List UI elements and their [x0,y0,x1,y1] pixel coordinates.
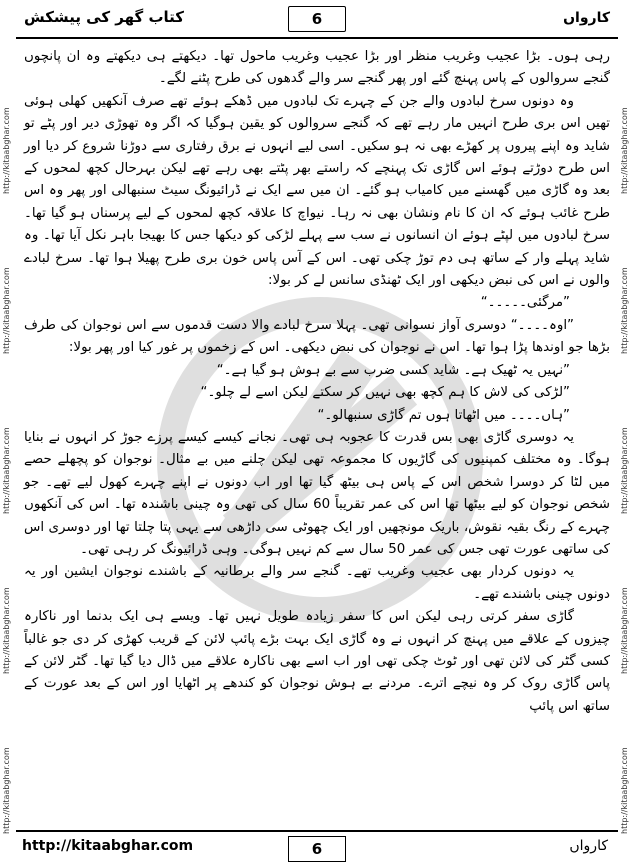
footer-site-url[interactable]: http://kitaabghar.com [22,838,194,854]
side-url[interactable]: http://kitaabghar.com [2,427,11,514]
dialogue-line: ”مرگئی۔۔۔۔۔“ [480,295,570,311]
side-url[interactable]: http://kitaabghar.com [620,107,629,194]
dialogue-line: ”ہاں۔۔۔۔ میں اٹھاتا ہوں تم گاڑی سنبھالو۔“ [317,407,570,423]
paragraph: یہ دوسری گاڑی بھی بس قدرت کا عجوبہ ہی تھی۔ نجانے کیسے کیسے پرزے جوڑ کر انہوں نے بنایا ہوگا۔ وہ مختلف کمپنیوں کی گاڑیوں کا مجموعہ تھی لیکن چلنے میں بے مثال۔ نوجوان کو پچھلے حصے میں لٹا کر دوسرا شخص اس کے پاس ہی بیٹھ گیا تھا اور اب دونوں نے اپنے چہرے کھول لیے تھے۔ جو شخص نوجوان کو لیے بیٹھا تھا اس کی عمر تقریباً 60 سال کی تھی وہ چینی باشندہ تھا۔ اس کی آنکھوں چہرے کے رنگ بقیہ نقوش، باریک مونچھیں اور ایک چھوٹی سی داڑھی سے یہی پتا چلتا تھا اور دوسری اس کی ساتھی عورت تھی جس کی عمر 50 سال سے کم نہیں ہوگی۔ وہی ڈرائیونگ کر رہی تھی۔ [24,429,610,557]
side-url[interactable]: http://kitaabghar.com [620,747,629,834]
header-book-title: کارواں [563,10,610,26]
right-side-urls [618,44,634,834]
side-url[interactable]: http://kitaabghar.com [2,267,11,354]
side-url[interactable]: http://kitaabghar.com [2,587,11,674]
page-header [0,0,634,42]
paragraph: گاڑی سفر کرتی رہی لیکن اس کا سفر زیادہ طویل نہیں تھا۔ ویسے ہی ایک بدنما اور ناکارہ چیزوں کے علاقے میں پہنچ کر انہوں نے وہ گاڑی ایک بہت بڑے پائپ لائن کے قریب کھڑی کر دی جو غالباً کسی گٹر کی لائن تھی اور ٹوٹ چکی تھی اور اب اسے بھی ناکارہ علاقے میں ڈال دیا گیا تھا۔ گٹر لائن کے پاس گاڑی روک کر وہ نیچے اترے۔ مردنے بے ہوش نوجوان کو کندھے پر اٹھایا اور اس کے بعد عورت کے ساتھ اس پائپ [24,609,610,714]
side-url[interactable]: http://kitaabghar.com [620,427,629,514]
header-page-number: 6 [288,6,346,32]
side-url[interactable]: http://kitaabghar.com [620,267,629,354]
paragraph: رہی ہوں۔ بڑا عجیب وغریب منظر اور بڑا عجیب وغریب ماحول تھا۔ دیکھتے ہی دیکھتے وہ ان پانچوں گنجے سروالوں کے پاس پہنچ گئے اور پھر گنجے سر والے گدھوں کی طرح پٹنے لگے۔ [24,49,610,87]
header-site-name: کتاب گھر کی پیشکش [24,8,185,26]
paragraph: وہ دونوں سرخ لبادوں والے جن کے چہرے تک لبادوں میں ڈھکے ہوئے تھے صرف آنکھیں کھلی ہوئی تھیں اس بری طرح انہیں مار رہے تھے کہ گنجے سروالوں کو یقین ہوگیا کہ اگر وہ تھوڑی دیر اور پٹے تو شاید وہ اپنے پیروں پر کھڑے بھی نہ ہو سکیں۔ اسی لیے انہوں نے برق رفتاری سے دوڑنا شروع کر دیا اور اس طرح دوڑتے ہوئے اس گاڑی تک پہنچے کہ راستے بھر پٹتے بھی رہے تھے لیکن بہرحال کچھ لمحوں کے بعد وہ گاڑی میں گھسنے میں کامیاب ہو گئے۔ ان میں سے ایک نے ڈرائیونگ سیٹ سنبھالی اور پھر وہ اس طرح غائب ہوئے کہ ان کا نام ونشان بھی نہ رہا۔ نیواچ کا علاقہ کچھ لمحوں کے لیے پرسناں ہو گیا تھا۔ سرخ لبادوں میں لپٹے ہوئے ان انسانوں نے سب سے پہلے لڑکی کو دیکھا جس کا بھیجا باہر نکل آیا تھا۔ وہ شاید پہلے وار کے ساتھ ہی دم توڑ چکی تھی۔ اس کے آس پاس خون بری طرح پھیلا ہوا تھا۔ سرخ لبادے والوں نے اس کی نبض دیکھی اور ایک ٹھنڈی سانس لے کر بولا: [24,93,610,289]
paragraph: یہ دونوں کردار بھی عجیب وغریب تھے۔ گنجے سر والے برطانیہ کے باشندے نوجوان ایشین اور یہ دونوں چینی باشندے تھے۔ [24,564,610,602]
paragraph: ”اوہ۔۔۔۔“ دوسری آواز نسوانی تھی۔ پہلا سرخ لبادے والا دست قدموں سے اس نوجوان کی طرف بڑھا جو اوندھا پڑا ہوا تھا۔ اس نے نوجوان کی نبض دیکھی۔ اس کے زخموں پر غور کیا اور پھر بولا: [24,317,610,356]
side-url[interactable]: http://kitaabghar.com [620,587,629,674]
article-body [24,46,610,826]
side-url[interactable]: http://kitaabghar.com [2,747,11,834]
dialogue-line: ”لڑکی کی لاش کا ہم کچھ بھی نہیں کر سکتے لیکن اسے لے چلو۔“ [200,385,570,401]
dialogue-line: ”نہیں یہ ٹھیک ہے۔ شاید کسی ضرب سے بے ہوش ہو گیا ہے۔“ [216,362,570,378]
left-side-urls [0,44,16,834]
footer-page-number: 6 [288,836,346,862]
side-url[interactable]: http://kitaabghar.com [2,107,11,194]
page-footer [0,832,634,868]
footer-book-title: کارواں [569,838,608,854]
header-rule [16,37,618,39]
